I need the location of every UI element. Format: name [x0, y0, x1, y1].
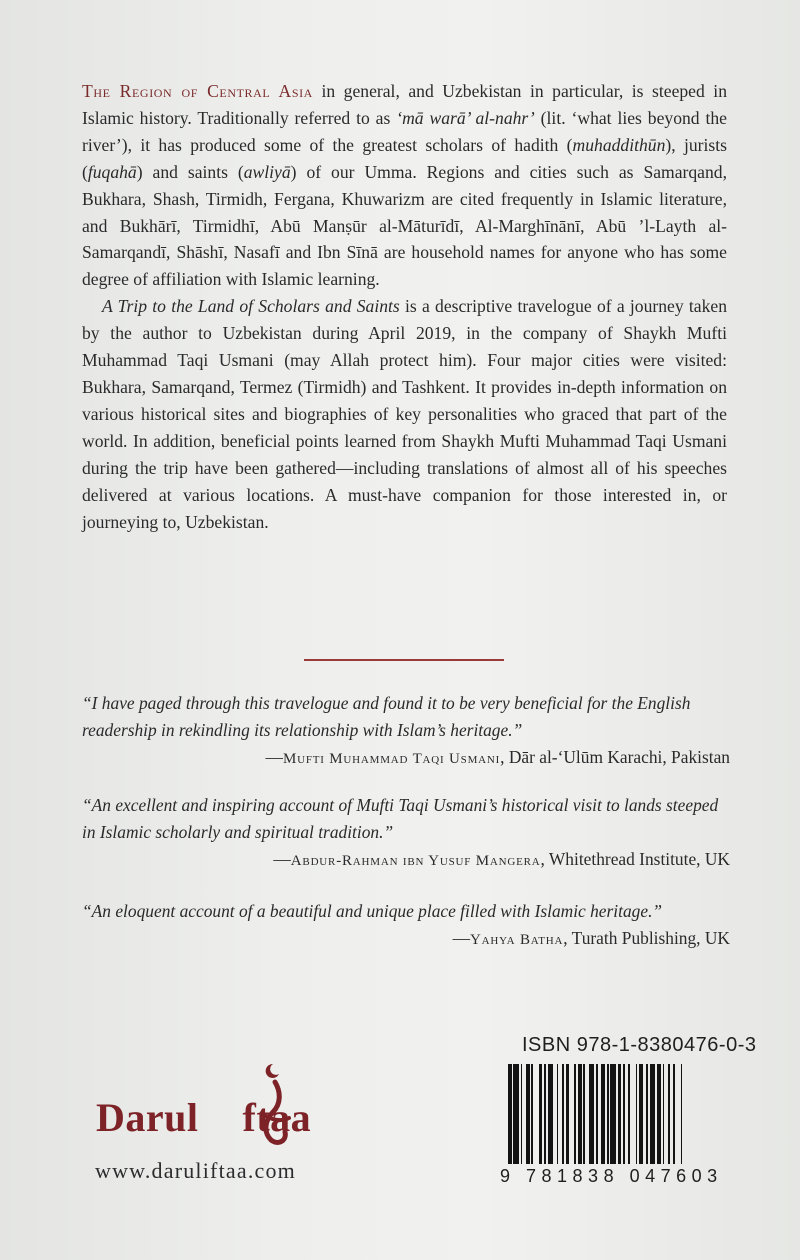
blurb-text: is a descriptive travelogue of a journey taken by the author to Uzbekistan during April 2019, in the company of Shaykh Mufti Muhammad Taqi Usmani (may Allah protect him). Four major cities were visited: Bukhara, Samarqand, Termez (Tirmidh) and Tashkent. It provides in-depth information on various historical sites and biographies of key personalities who graced that part of the world. In addition, beneficial points learned from Shaykh Mufti Muhammad Taqi Usmani during the trip have been gathered—including translations of almost all of his speeches delivered at various locations. A must-have companion for those interested in, or journeying to, Uzbekistan. [82, 296, 727, 532]
endorsement-1 [82, 690, 730, 773]
endorsement-attribution [82, 925, 730, 954]
attribution-dash: — [452, 928, 471, 948]
blurb-paragraph-1 [82, 78, 727, 293]
endorsement-quote: “An eloquent account of a beautiful and unique place filled with Islamic heritage.” [82, 901, 663, 921]
logo-text-left: Darul [96, 1095, 199, 1140]
barcode-digits: 9 781838 047603 [500, 1166, 723, 1186]
blurb-text: in general, and Uzbekistan in particular, is steeped in Islamic history. Traditionally referred to as [82, 81, 727, 128]
barcode-bar [682, 1064, 684, 1164]
endorsement-2 [82, 792, 730, 875]
attribution-dash: — [273, 849, 291, 869]
isbn-barcode [508, 1064, 748, 1164]
endorsement-quote: “An excellent and inspiring account of Mufti Taqi Usmani’s historical visit to lands steeped in Islamic scholarly and spiritual tradition.” [82, 795, 719, 842]
endorser-affiliation: , Dār al-‘Ulūm Karachi, Pakistan [500, 747, 730, 767]
endorsement-attribution [82, 846, 730, 875]
blurb-term: muhaddithūn [572, 134, 666, 155]
endorser-affiliation: , Whitethread Institute, UK [540, 849, 730, 869]
blurb-paragraph-2 [82, 293, 727, 535]
blurb-term: fuqahā [87, 161, 137, 182]
endorsement-3 [82, 898, 730, 954]
attribution-dash: — [265, 747, 283, 767]
book-blurb [82, 78, 727, 535]
endorser-affiliation: , Turath Publishing, UK [563, 928, 730, 948]
isbn-label: ISBN 978-1-8380476-0-3 [522, 1034, 757, 1056]
endorser-name: Mufti Muhammad Taqi Usmani [282, 751, 501, 767]
book-title-mention: A Trip to the Land of Scholars and Saints [102, 296, 400, 317]
publisher-website: www.daruliftaa.com [95, 1158, 296, 1183]
blurb-text: ) and saints ( [136, 161, 244, 182]
logo-text-right: ftaa [242, 1095, 312, 1140]
endorser-name: Yahya Batha [470, 932, 564, 948]
blurb-text: ) of our Umma. Regions and cities such as Samarqand, Bukhara, Shash, Tirmidh, Fergana, Khuwarizm are cited frequently in Islamic literature, and Bukhārī, Tirmidhī, Abū Manṣūr al-Māturīdī, Al-Marghīnānī, Abū ’l-Layth al-Samarqandī, Shāshī, Nasafī and Ibn Sīnā are household names for anyone who has some degree of affiliation with Islamic learning. [82, 161, 727, 290]
blurb-term: ‘mā warā’ al-nahr’ [396, 107, 535, 128]
blurb-lead-smallcaps: The Region of Central Asia [82, 81, 313, 101]
blurb-term: awliyā [243, 161, 291, 182]
endorsement-quote: “I have paged through this travelogue and found it to be very beneficial for the English readership in rekindling its relationship with Islam’s heritage.” [82, 693, 691, 740]
blurb-text: ), jurists ( [82, 134, 727, 182]
blurb-text: (lit. ‘what lies beyond the river’), it has produced some of the greatest scholars of hadith ( [82, 107, 727, 155]
endorsement-attribution [82, 744, 730, 773]
logo-calligraphy-icon [251, 1058, 295, 1148]
endorser-name: Abdur-Rahman ibn Yusuf Mangera [290, 853, 541, 869]
section-divider [304, 659, 504, 661]
